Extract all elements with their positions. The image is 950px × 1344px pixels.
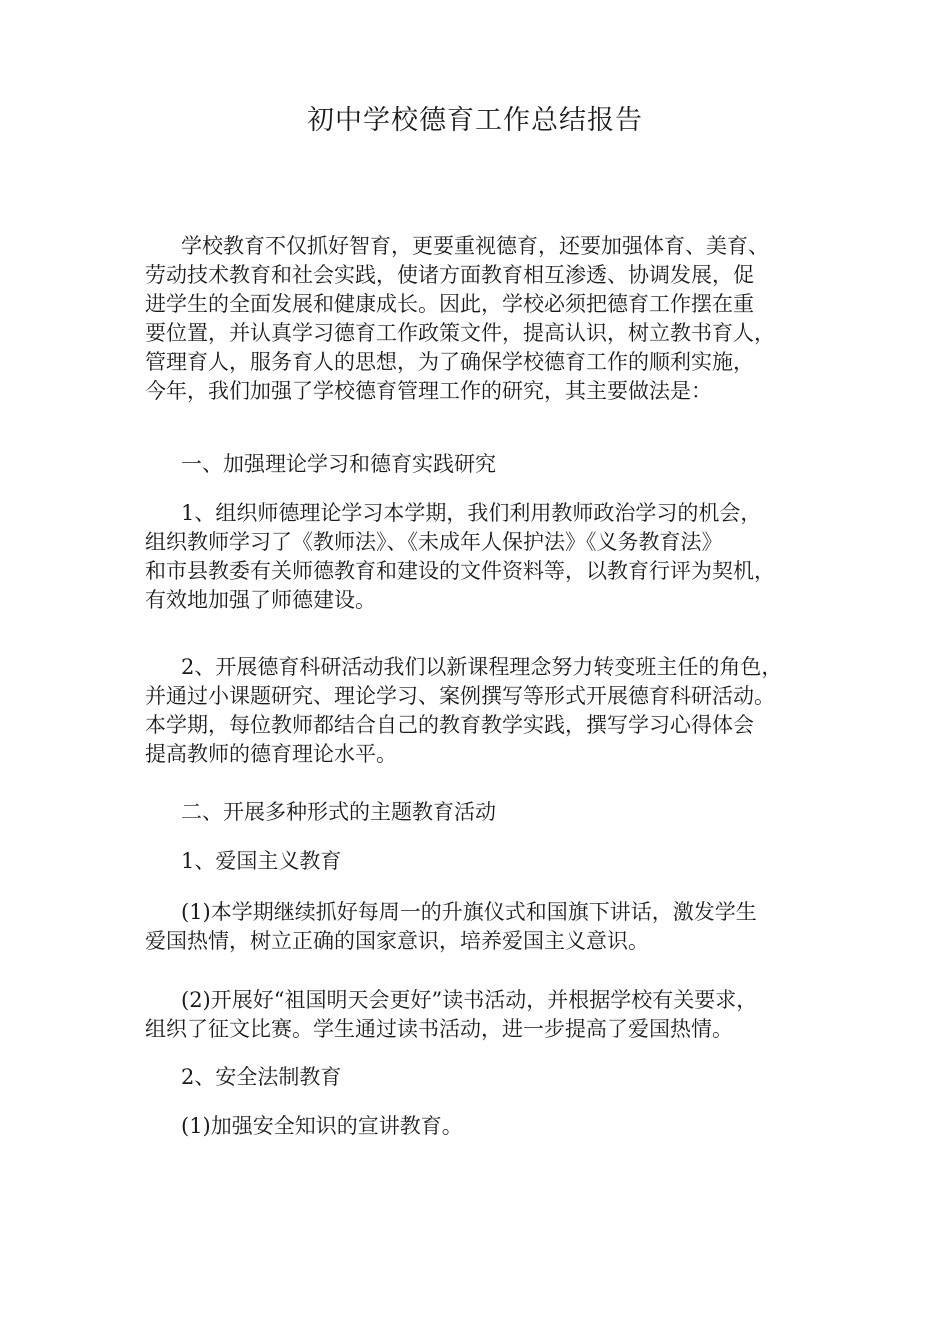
paragraph-reading-activity [145, 986, 865, 1044]
paragraph-line: 学校教育不仅抓好智育，更要重视德育，还要加强体育、美育、 [181, 234, 769, 258]
heading-text: 二、开展多种形式的主题教育活动 [181, 800, 496, 824]
paragraph-teacher-ethics [145, 499, 865, 615]
paragraph-safety-education [145, 1112, 865, 1141]
paragraph-intro [145, 232, 865, 406]
heading-text: 1、爱国主义教育 [181, 849, 342, 873]
paragraph-line: (2)开展好“祖国明天会更好”读书活动，并根据学校有关要求， [181, 988, 758, 1012]
paragraph-flag-ceremony [145, 898, 865, 956]
paragraph-moral-research [145, 653, 865, 769]
paragraph-line: 2、开展德育科研活动我们以新课程理念努力转变班主任的角色， [181, 655, 783, 679]
subsection-heading-safety [145, 1063, 865, 1092]
page-title: 初中学校德育工作总结报告 [307, 105, 643, 136]
paragraph-line: 和市县教委有关师德教育和建设的文件资料等，以教育行评为契机， [145, 559, 775, 583]
paragraph-line: (1)加强安全知识的宣讲教育。 [181, 1114, 463, 1138]
paragraph-line: 劳动技术教育和社会实践，使诸方面教育相互渗透、协调发展，促 [145, 263, 754, 287]
paragraph-line: 爱国热情，树立正确的国家意识，培养爱国主义意识。 [145, 929, 649, 953]
heading-text: 一、加强理论学习和德育实践研究 [181, 452, 496, 476]
paragraph-line: 要位置，并认真学习德育工作政策文件，提高认识，树立教书育人， [145, 321, 775, 345]
paragraph-line: (1)本学期继续抓好每周一的升旗仪式和国旗下讲话，激发学生 [181, 900, 757, 924]
section-heading-2 [145, 798, 865, 827]
heading-text: 2、安全法制教育 [181, 1065, 342, 1089]
section-heading-1 [145, 450, 865, 479]
paragraph-line: 组织了征文比赛。学生通过读书活动，进一步提高了爱国热情。 [145, 1017, 733, 1041]
paragraph-line: 本学期，每位教师都结合自己的教育教学实践，撰写学习心得体会 [145, 713, 754, 737]
paragraph-line: 进学生的全面发展和健康成长。因此，学校必须把德育工作摆在重 [145, 292, 754, 316]
paragraph-line: 管理育人，服务育人的思想，为了确保学校德育工作的顺利实施， [145, 350, 754, 374]
paragraph-line: 提高教师的德育理论水平。 [145, 742, 397, 766]
paragraph-line: 有效地加强了师德建设。 [145, 588, 376, 612]
paragraph-line: 今年，我们加强了学校德育管理工作的研究，其主要做法是： [145, 379, 712, 403]
subsection-heading-patriotism [145, 847, 865, 876]
paragraph-line: 1、组织师德理论学习本学期，我们利用教师政治学习的机会， [181, 501, 762, 525]
paragraph-line: 组织教师学习了《教师法》、《未成年人保护法》《义务教育法》 [145, 530, 723, 554]
paragraph-line: 并通过小课题研究、理论学习、案例撰写等形式开展德育科研活动。 [145, 684, 775, 708]
